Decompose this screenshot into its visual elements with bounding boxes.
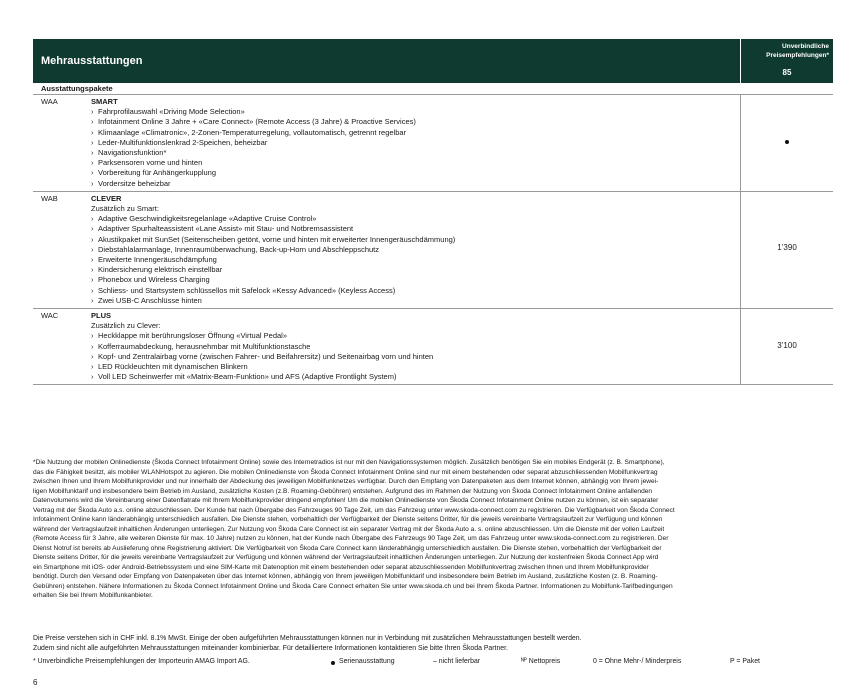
list-item: › Kofferraumabdeckung, herausnehmbar mit Multifunktionstasche: [91, 342, 741, 352]
list-item: › Zwei USB-C Anschlüsse hinten: [91, 296, 741, 306]
footnote-line: ein Smartphone mit iOS- oder Android-Betriebssystem und eine SIM-Karte mit Datenoption mit einem bestehenden oder separat abzuschliessenden Mobilfunkvertrag zwischen Ihnen und Ihrem Mobilfunkprovider: [33, 563, 649, 571]
package-row-clever: [33, 192, 833, 309]
legend-importer: * Unverbindliche Preisempfehlungen der Importeurin AMAG Import AG.: [33, 658, 250, 665]
price-column-label: Unverbindliche Preisempfehlungen*: [766, 43, 829, 59]
list-item: › Adaptiver Spurhalteassistent «Lane Assist» mit Stau- und Notbremsassistent: [91, 224, 741, 234]
list-item: › Vordersitze beheizbar: [91, 179, 741, 189]
list-item: › Leder-Multifunktionslenkrad 2-Speichen, beheizbar: [91, 138, 741, 148]
list-item: › Voll LED Scheinwerfer mit «Matrix-Beam-Funktion» und AFS (Adaptive Frontlight System): [91, 372, 741, 382]
legend-no-charge: 0 = Ohne Mehr-/ Minderpreis: [593, 658, 682, 665]
package-code: WAC: [41, 311, 59, 321]
package-item-list: [91, 331, 741, 382]
page-number: 6: [33, 678, 38, 687]
legend-standard: Serienausstattung: [339, 658, 395, 665]
footnote-line: während der Vertragslaufzeit inhaltlichen Änderungen unterliegen. Zur Nutzung von Škoda Care Connect ist ein separater Vertrag mit der Škoda Auto a. s. online abzuschliessen. Um die Dienste mit der vollen Laufzeit: [33, 525, 665, 533]
footnote-line: *Die Nutzung der mobilen Onlinedienste (Škoda Connect Infotainment Online) sowie des Internetradios ist nur mit den Navigationssystemen möglich. Zusätzlich benötigen Sie ein mobiles Endgerät (z. B. Smartphone),: [33, 459, 665, 466]
package-body: [91, 95, 741, 191]
package-name: SMART: [91, 97, 118, 106]
package-price: 1’390: [777, 242, 797, 252]
package-name: PLUS: [91, 311, 112, 321]
list-item: › Parksensoren vorne und hinten: [91, 158, 741, 168]
standard-dot-icon: [785, 140, 789, 144]
list-item: › Klimaanlage «Climatronic», 2-Zonen-Temperaturregelung, vollautomatisch, getrennt regelbar: [91, 128, 741, 138]
list-item: › Fahrprofilauswahl «Driving Mode Selection»: [91, 107, 741, 117]
package-name: CLEVER: [91, 193, 122, 203]
price-column-code: 85: [782, 68, 792, 77]
list-item: › Navigationsfunktion*: [91, 148, 741, 158]
footnote-line: ligen Mobilfunktarif und insbesondere beim Betrieb im Ausland, zusätzliche Kosten (z.B. Roaming-Gebühren) entstehen. Aufgrund des im Rahmen der Nutzung von Škoda Connect Infotainment Online anfallenden: [33, 487, 653, 495]
footnote-line: zwischen Ihnen und Ihrem Mobilfunkprovider und nur innerhalb der Abdeckung des jeweiligen Mobilfunknetzes verfügbar. Durch den Empfang von Datenpaketen aus dem Internet können, abhängig von Ihrem jewei-: [33, 478, 659, 485]
footnote-line: Datenvolumens wird die Vereinbarung einer Datenflatrate mit Ihrem Mobilfunkprovider dringend empfohlen! Um die mobilen Onlinedienste von Škoda Connect Infotainment Online nutzen zu können, ist ein separater: [33, 497, 659, 504]
list-item: › Kopf- und Zentralairbag vorne (zwischen Fahrer- und Beifahrersitz) und Seitenairbag vorn und hinten: [91, 352, 741, 362]
price-cell: [740, 309, 833, 384]
package-code: WAB: [41, 193, 58, 203]
footnote-block: [33, 458, 833, 601]
package-body: [91, 192, 741, 308]
package-item-list: [91, 107, 741, 189]
list-item: › Diebstahlalarmanlage, Innenraumüberwachung, Back-up-Horn und Abschleppschutz: [91, 245, 741, 255]
footnote-line: das die Fähigkeit besitzt, als mobiler WLANHotspot zu agieren. Die mobilen Onlinedienste von Škoda Connect Infotainment Online sind nur mit einem bestehenden oder separat abzuschliessenden Mobilfunkvertrag: [33, 468, 658, 476]
legend-net-price: ᴺᴾ Nettopreis: [521, 658, 561, 665]
list-item: › Vorbereitung für Anhängerkupplung: [91, 168, 741, 178]
footnote-line: Infotainment Online kann länderabhängig unterschiedlich ausfallen. Die Dienste stehen, vorbehaltlich der Verfügbarkeit der Dienste seitens Dritter, für die jeweils vereinbarte Vertragslaufzeit zur Verfügung und können: [33, 516, 663, 523]
package-row-plus: [33, 309, 833, 385]
price-column-header: [740, 39, 833, 83]
note-line: Zudem sind nicht alle aufgeführten Mehrausstattungen miteinander kombinierbar. Für detailliertere Informationen kontaktieren Sie bitte Ihren Škoda Partner.: [33, 645, 508, 653]
standard-dot-icon: [331, 661, 335, 665]
price-notes: [33, 634, 833, 655]
package-body: [91, 309, 741, 384]
note-line: Die Preise verstehen sich in CHF inkl. 8.1% MwSt. Einige der oben aufgeführten Mehrausstattungen können nur in Verbindung mit zusätzlichen Mehrausstattungen bestellt werden.: [33, 635, 582, 642]
price-cell: [740, 192, 833, 308]
package-row-smart: [33, 95, 833, 192]
table-header: [33, 39, 833, 83]
package-intro: Zusätzlich zu Clever:: [91, 321, 161, 331]
list-item: › Phonebox und Wireless Charging: [91, 275, 741, 285]
package-code: WAA: [41, 97, 58, 106]
footnote-line: Dienste seitens Dritter, für die jeweils vereinbarte Vertragslaufzeit zur Verfügung und können während der Vertragslaufzeit inhaltlichen Änderungen unterliegen. Zur Nutzung der kostenfreien Škoda Connect App wird: [33, 554, 659, 561]
legend-package: P = Paket: [730, 658, 760, 665]
footnote-line: Dienst Notruf ist bereits ab Auslieferung ohne Registrierung aktiviert. Die Verfügbarkeit von Škoda Care Connect kann länderabhängig unterschiedlich ausfallen. Die Dienste stehen, vorbehaltlich der Verfügbarkeit der: [33, 544, 662, 552]
list-item: › LED Rückleuchten mit dynamischen Blinkern: [91, 362, 741, 372]
list-item: › Erweiterte Innengeräuschdämpfung: [91, 255, 741, 265]
footnote-line: (Remote Access für 3 Jahre, alle weiteren Dienste für max. 10 Jahre) nutzen zu können, hat der Kunde nach Übergabe des Fahrzeugs 90 Tage Zeit, um das Fahrzeug unter www.skoda-connect.com zu registrieren. Der: [33, 535, 669, 542]
list-item: › Akustikpaket mit SunSet (Seitenscheiben getönt, vorne und hinten mit erweiterter Innengeräuschdämmung): [91, 235, 741, 245]
legend-not-available: – nicht lieferbar: [433, 658, 481, 665]
package-price: 3’100: [777, 341, 797, 351]
table-title: Mehrausstattungen: [41, 55, 143, 67]
package-intro: Zusätzlich zu Smart:: [91, 204, 159, 214]
footnote-line: Gebühren) entstehen. Nähere Informationen zu Škoda Connect Infotainment Online und Škoda Care Connect erhalten Sie unter www.skoda.ch und bei Ihrem Škoda Partner. Informationen zu Mobilfunk-Tarifbedingungen: [33, 582, 673, 590]
footnote-line: benötigt. Durch den Versand oder Empfang von Datenpaketen über das Internet können, abhängig von Ihrem jeweiligen Mobilfunktarif und insbesondere beim Betrieb im Ausland, zusätzliche Kosten (z. B. Roaming-: [33, 573, 658, 580]
list-item: › Adaptive Geschwindigkeitsregelanlage «Adaptive Cruise Control»: [91, 214, 741, 224]
package-item-list: [91, 214, 741, 306]
footnote-line: Vertrag mit der Škoda Auto a.s. online abzuschliessen. Der Kunde hat nach Übergabe des Fahrzeuges 90 Tage Zeit, um das Fahrzeug unter www.skoda-connect.com zu registrieren. Die Verfügbarkeit von Škoda Connect: [33, 506, 675, 514]
list-item: › Schliess- und Startsystem schlüssellos mit Safelock «Kessy Advanced» (Keyless Access): [91, 286, 741, 296]
list-item: › Heckklappe mit berührungsloser Öffnung «Virtual Pedal»: [91, 331, 741, 341]
section-label: Ausstattungspakete: [33, 83, 833, 95]
list-item: › Kindersicherung elektrisch einstellbar: [91, 265, 741, 275]
price-cell: [740, 95, 833, 191]
footnote-line: erhalten Sie bei Ihrem Mobilfunkanbieter.: [33, 592, 153, 599]
options-table: [33, 39, 833, 385]
list-item: › Infotainment Online 3 Jahre + «Care Connect» (Remote Access (3 Jahre) & Proactive Services): [91, 117, 741, 127]
